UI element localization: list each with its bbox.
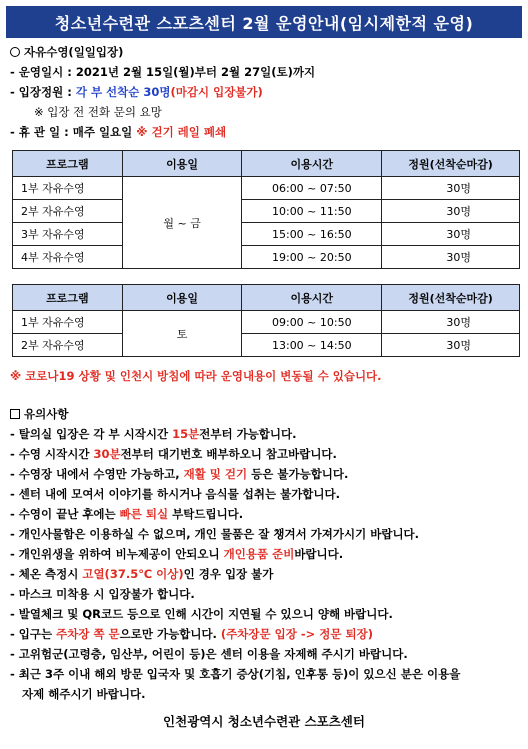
note-item: - 개인위생을 위하여 비누제공이 안되오니 개인용품 준비바랍니다.: [10, 547, 344, 561]
saturday-schedule-table: [12, 284, 520, 357]
note-item: - 개인사물함은 이용하실 수 없으며, 개인 물품은 잘 챙겨서 가져가시기 바랍니다.: [10, 527, 420, 541]
header-day: 이용일: [122, 285, 242, 311]
note-item: - 최근 3주 이내 해외 방문 입국자 및 호흡기 증상(기침, 인후통 등)이 있으신 분은 이용을: [10, 667, 461, 681]
header-capacity: 정원(선착순마감): [382, 151, 520, 177]
note-item: - 수영 시작시간 30분전부터 대기번호 배부하오니 참고바랍니다.: [10, 447, 337, 461]
header-time: 이용시간: [242, 151, 382, 177]
table-row: 4부 자유수영 19:00 ~ 20:50 30명: [13, 246, 520, 269]
table-row: 3부 자유수영 15:00 ~ 16:50 30명: [13, 223, 520, 246]
note-item: - 수영이 끝난 후에는 빠른 퇴실 부탁드립니다.: [10, 507, 244, 521]
table-row: 1부 자유수영 월 ~ 금 06:00 ~ 07:50 30명: [13, 177, 520, 200]
weekday-schedule-table: [12, 150, 520, 269]
header-program: 프로그램: [13, 151, 123, 177]
note-item: - 센터 내에 모여서 이야기를 하시거나 음식물 섭취는 불가합니다.: [10, 487, 341, 501]
capacity-line: - 입장정원 : 각 부 선착순 30명(마감시 입장불가): [10, 85, 263, 99]
covid-notice: ※ 코로나19 상황 및 인천시 방침에 따라 운영내용이 변동될 수 있습니다.: [10, 369, 382, 383]
section-heading: 자유수영(일일입장): [10, 44, 123, 60]
header-program: 프로그램: [13, 285, 123, 311]
note-item: - 탈의실 입장은 각 부 시작시간 15분전부터 가능합니다.: [10, 427, 297, 441]
header-time: 이용시간: [242, 285, 382, 311]
note-item: - 고위험군(고령층, 임산부, 어린이 등)은 센터 이용을 자제해 주시기 바랍니다.: [10, 647, 408, 661]
phone-note: ※ 입장 전 전화 문의 요망: [34, 105, 162, 119]
notes-heading: 유의사항: [10, 406, 68, 422]
checkbox-bullet-icon: [10, 409, 20, 419]
weekday-cell: 월 ~ 금: [122, 177, 242, 269]
page-title: 청소년수련관 스포츠센터 2월 운영안내(임시제한적 운영): [6, 6, 522, 38]
circle-bullet-icon: [10, 47, 20, 57]
note-item: - 마스크 미착용 시 입장불가 합니다.: [10, 587, 195, 601]
header-capacity: 정원(선착순마감): [382, 285, 520, 311]
table-row: 2부 자유수영 13:00 ~ 14:50 30명: [13, 334, 520, 357]
note-item: - 수영장 내에서 수영만 가능하고, 재활 및 걷기 등은 불가능합니다.: [10, 467, 349, 481]
closed-day-line: - 휴 관 일 : 매주 일요일 ※ 걷기 레일 폐쇄: [10, 125, 227, 139]
header-day: 이용일: [122, 151, 242, 177]
saturday-cell: 토: [122, 311, 242, 357]
table-row: 2부 자유수영 10:00 ~ 11:50 30명: [13, 200, 520, 223]
note-item: - 체온 측정시 고열(37.5℃ 이상)인 경우 입장 불가: [10, 567, 274, 581]
table-row: 1부 자유수영 토 09:00 ~ 10:50 30명: [13, 311, 520, 334]
note-item: - 발열체크 및 QR코드 등으로 인해 시간이 지연될 수 있으니 양해 바랍니다.: [10, 607, 393, 621]
footer-organization: 인천광역시 청소년수련관 스포츠센터: [163, 714, 365, 729]
note-item-continued: 자제 해주시기 바랍니다.: [22, 687, 146, 701]
period-line: - 운영일시 : 2021년 2월 15일(월)부터 2월 27일(토)까지: [10, 65, 316, 79]
note-item: - 입구는 주차장 쪽 문으로만 가능합니다. (주차장문 입장 -> 정문 퇴장): [10, 627, 373, 641]
